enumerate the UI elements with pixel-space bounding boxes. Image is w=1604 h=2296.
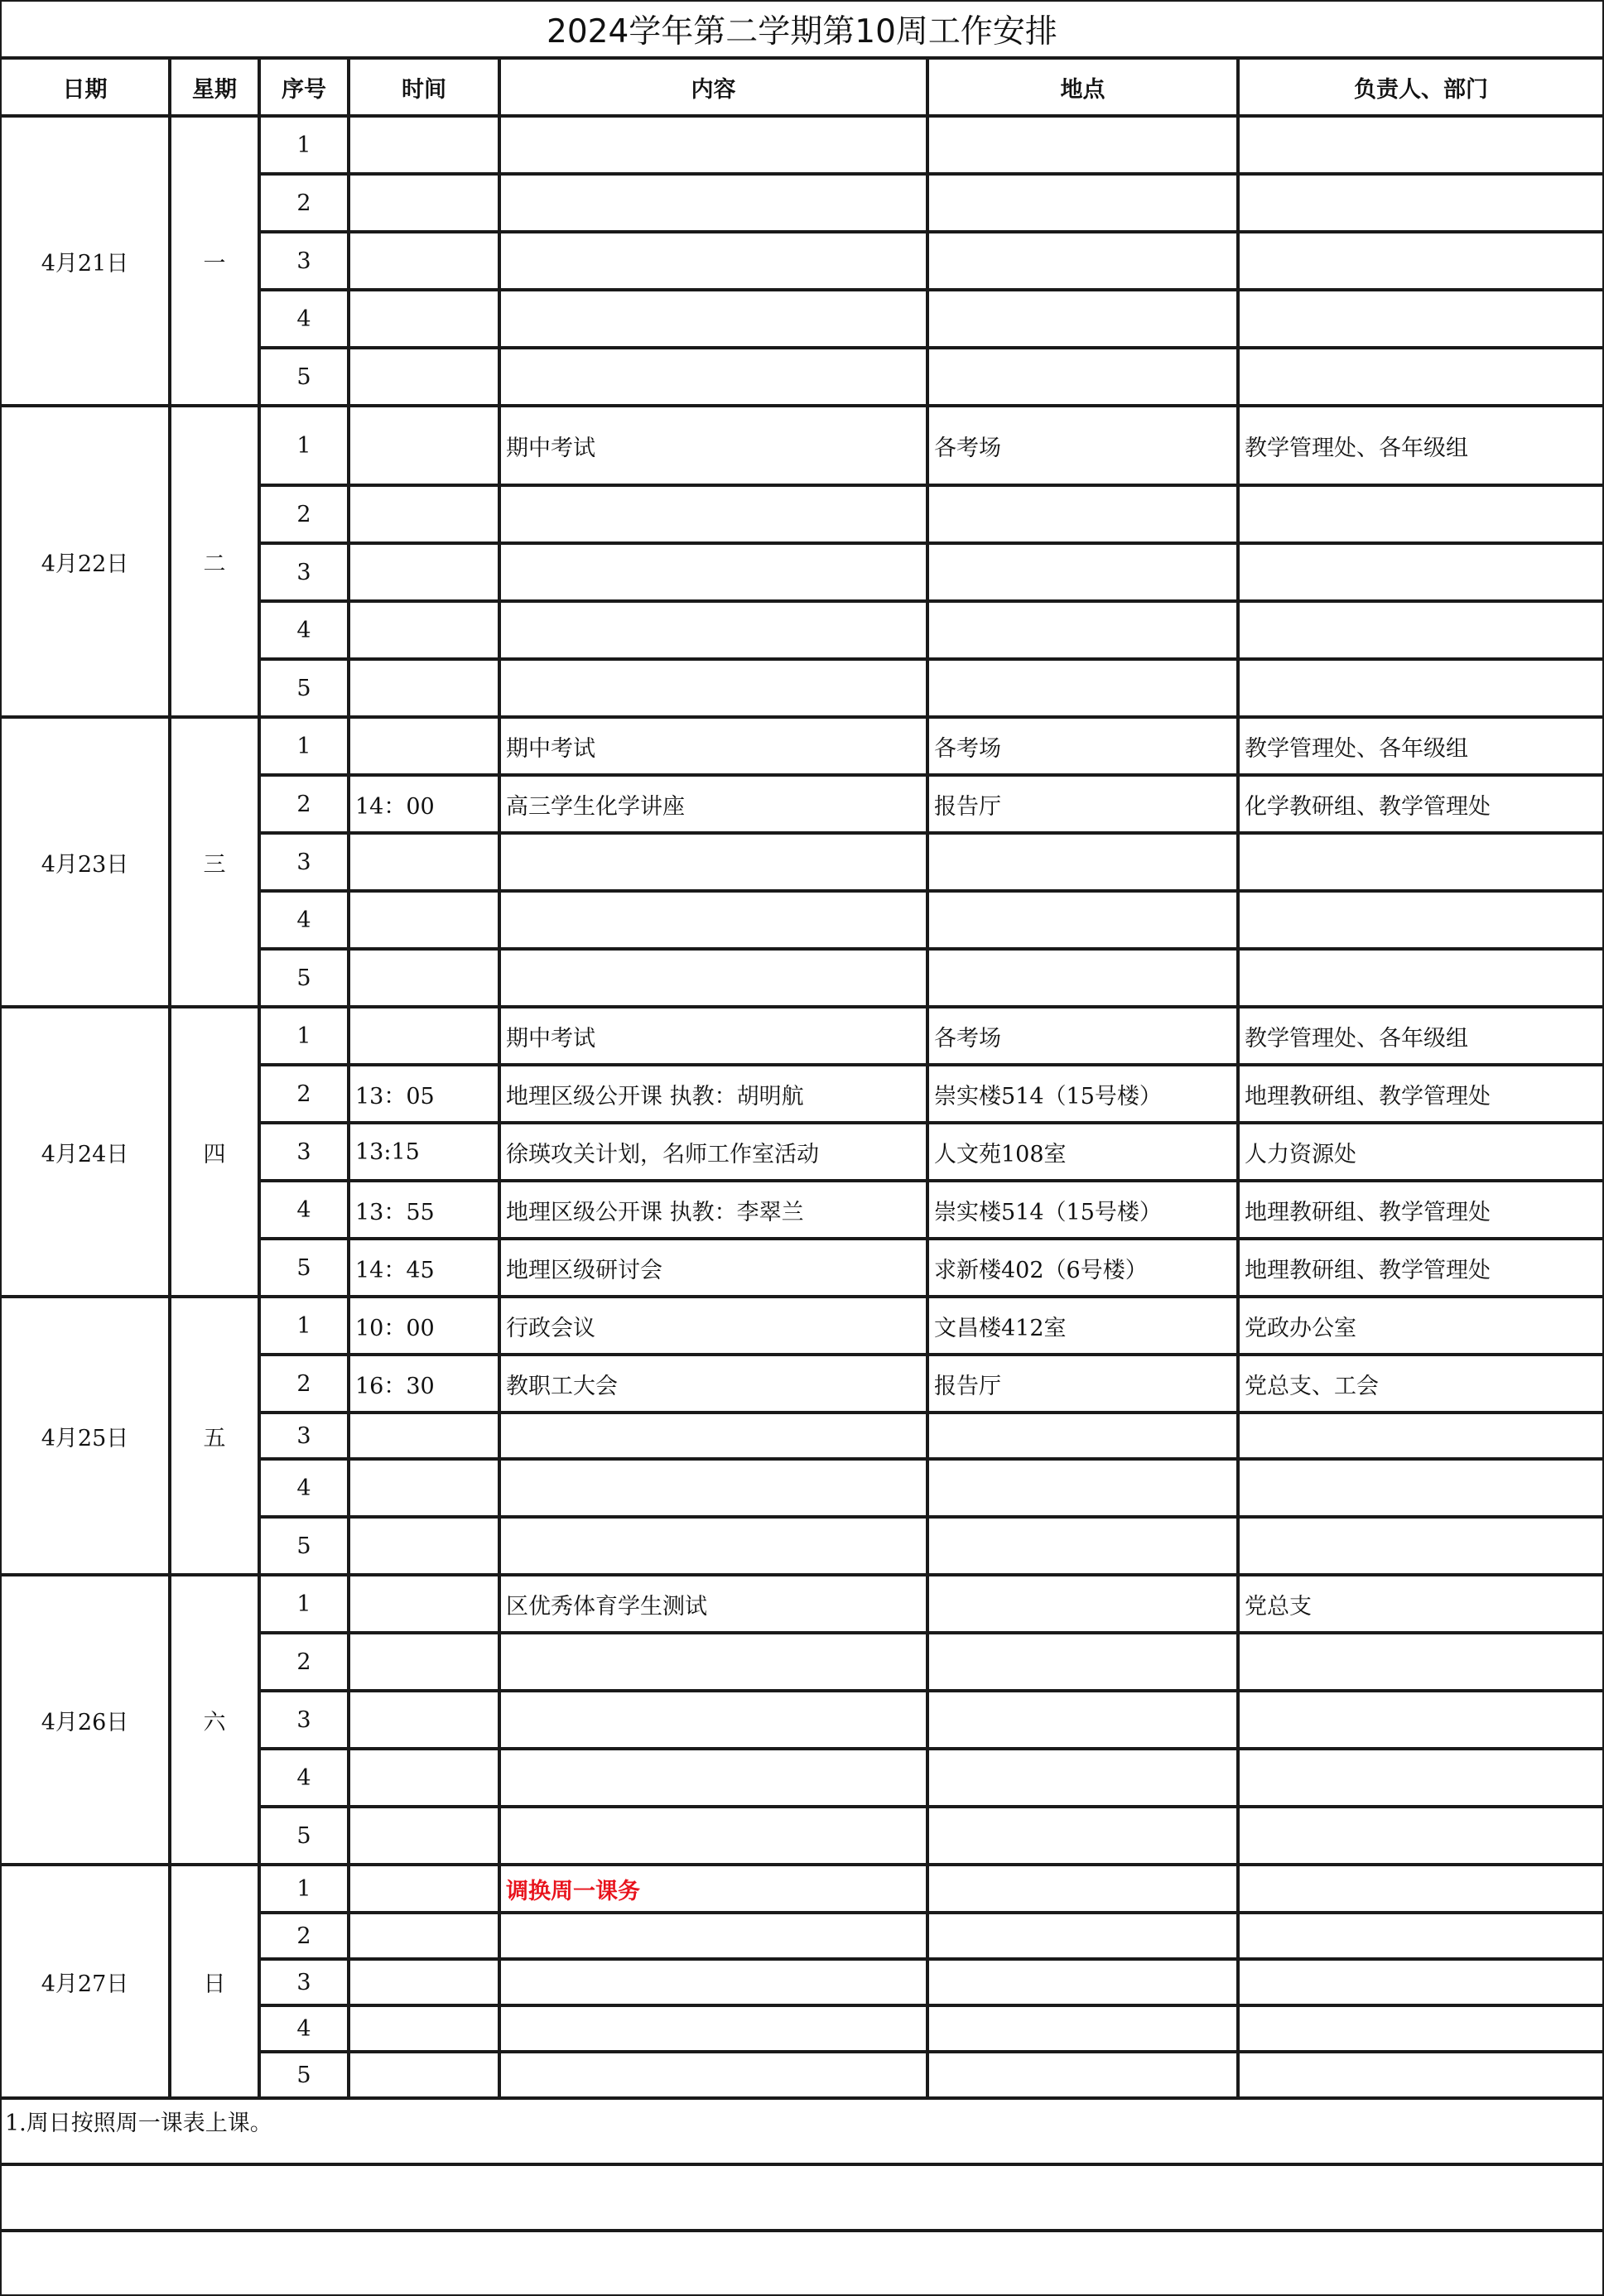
row-number-cell: 3 — [259, 1413, 349, 1459]
owner-cell[interactable] — [1238, 1865, 1604, 1913]
weekday-cell: 五 — [170, 1297, 259, 1575]
row-number-cell: 2 — [259, 485, 349, 543]
place-cell[interactable] — [927, 1807, 1238, 1865]
notes-row — [0, 2231, 1604, 2296]
row-number-cell: 5 — [259, 659, 349, 717]
time-cell[interactable] — [349, 891, 499, 949]
row-number-cell: 4 — [259, 891, 349, 949]
time-cell[interactable] — [349, 174, 499, 232]
content-cell[interactable] — [499, 348, 927, 406]
row-number-cell: 4 — [259, 2005, 349, 2052]
owner-cell[interactable] — [1238, 1749, 1604, 1807]
date-cell: 4月27日 — [0, 1865, 170, 2098]
place-cell[interactable] — [927, 1413, 1238, 1459]
row-number-cell: 5 — [259, 1807, 349, 1865]
date-cell: 4月23日 — [0, 717, 170, 1007]
time-cell[interactable]: 14：45 — [349, 1239, 499, 1297]
content-cell[interactable]: 区优秀体育学生测试 — [499, 1575, 927, 1633]
time-cell[interactable] — [349, 1459, 499, 1517]
date-cell: 4月25日 — [0, 1297, 170, 1575]
place-cell[interactable] — [927, 601, 1238, 659]
content-cell[interactable] — [499, 1517, 927, 1575]
owner-cell[interactable] — [1238, 485, 1604, 543]
content-cell[interactable] — [499, 485, 927, 543]
owner-cell[interactable]: 地理教研组、教学管理处 — [1238, 1065, 1604, 1123]
time-cell[interactable] — [349, 1913, 499, 1959]
content-cell[interactable]: 行政会议 — [499, 1297, 927, 1355]
row-number-cell: 5 — [259, 2052, 349, 2098]
content-cell[interactable] — [499, 891, 927, 949]
owner-cell[interactable] — [1238, 949, 1604, 1007]
owner-cell[interactable]: 化学教研组、教学管理处 — [1238, 775, 1604, 833]
content-cell[interactable] — [499, 2005, 927, 2052]
owner-cell[interactable]: 党总支 — [1238, 1575, 1604, 1633]
content-cell[interactable]: 教职工大会 — [499, 1355, 927, 1413]
header-owner: 负责人、部门 — [1238, 58, 1604, 116]
row-number-cell: 1 — [259, 1007, 349, 1065]
weekday-cell: 六 — [170, 1575, 259, 1865]
place-cell[interactable] — [927, 116, 1238, 174]
time-cell[interactable] — [349, 2052, 499, 2098]
row-number-cell: 4 — [259, 1181, 349, 1239]
owner-cell[interactable] — [1238, 543, 1604, 601]
time-cell[interactable]: 14：00 — [349, 775, 499, 833]
time-cell[interactable] — [349, 949, 499, 1007]
content-cell[interactable] — [499, 1959, 927, 2005]
row-number-cell: 5 — [259, 348, 349, 406]
time-cell[interactable] — [349, 1807, 499, 1865]
header-no: 序号 — [259, 58, 349, 116]
owner-cell[interactable]: 人力资源处 — [1238, 1123, 1604, 1181]
time-cell[interactable] — [349, 1633, 499, 1691]
weekday-cell: 四 — [170, 1007, 259, 1297]
place-cell[interactable]: 各考场 — [927, 406, 1238, 485]
owner-cell[interactable] — [1238, 232, 1604, 290]
owner-cell[interactable] — [1238, 659, 1604, 717]
place-cell[interactable] — [927, 2052, 1238, 2098]
time-cell[interactable] — [349, 232, 499, 290]
owner-cell[interactable]: 教学管理处、各年级组 — [1238, 1007, 1604, 1065]
content-cell[interactable]: 期中考试 — [499, 406, 927, 485]
owner-cell[interactable] — [1238, 116, 1604, 174]
time-cell[interactable] — [349, 406, 499, 485]
row-number-cell: 3 — [259, 1123, 349, 1181]
place-cell[interactable] — [927, 1459, 1238, 1517]
owner-cell[interactable] — [1238, 601, 1604, 659]
place-cell[interactable]: 崇实楼514（15号楼） — [927, 1065, 1238, 1123]
time-cell[interactable] — [349, 348, 499, 406]
owner-cell[interactable] — [1238, 1517, 1604, 1575]
header-time: 时间 — [349, 58, 499, 116]
time-cell[interactable] — [349, 717, 499, 775]
row-number-cell: 2 — [259, 174, 349, 232]
owner-cell[interactable] — [1238, 1807, 1604, 1865]
row-number-cell: 1 — [259, 116, 349, 174]
time-cell[interactable] — [349, 1575, 499, 1633]
content-cell[interactable]: 地理区级研讨会 — [499, 1239, 927, 1297]
place-cell[interactable] — [927, 2005, 1238, 2052]
owner-cell[interactable]: 教学管理处、各年级组 — [1238, 406, 1604, 485]
content-cell[interactable] — [499, 949, 927, 1007]
notes-row — [0, 2164, 1604, 2231]
content-cell[interactable] — [499, 543, 927, 601]
time-cell[interactable] — [349, 1413, 499, 1459]
time-cell[interactable] — [349, 543, 499, 601]
content-cell[interactable] — [499, 2052, 927, 2098]
content-cell[interactable] — [499, 290, 927, 348]
place-cell[interactable] — [927, 891, 1238, 949]
place-cell[interactable]: 求新楼402（6号楼） — [927, 1239, 1238, 1297]
place-cell[interactable] — [927, 1913, 1238, 1959]
owner-cell[interactable] — [1238, 833, 1604, 891]
row-number-cell: 4 — [259, 290, 349, 348]
place-cell[interactable] — [927, 659, 1238, 717]
time-cell[interactable] — [349, 1865, 499, 1913]
content-cell[interactable]: 高三学生化学讲座 — [499, 775, 927, 833]
owner-cell[interactable] — [1238, 1633, 1604, 1691]
row-number-cell: 1 — [259, 1865, 349, 1913]
time-cell[interactable] — [349, 601, 499, 659]
owner-cell[interactable] — [1238, 290, 1604, 348]
place-cell[interactable]: 人文苑108室 — [927, 1123, 1238, 1181]
owner-cell[interactable] — [1238, 174, 1604, 232]
row-number-cell: 5 — [259, 949, 349, 1007]
owner-cell[interactable] — [1238, 891, 1604, 949]
row-number-cell: 2 — [259, 1355, 349, 1413]
row-number-cell: 3 — [259, 833, 349, 891]
time-cell[interactable] — [349, 2005, 499, 2052]
time-cell[interactable] — [349, 485, 499, 543]
place-cell[interactable]: 各考场 — [927, 1007, 1238, 1065]
content-cell[interactable] — [499, 601, 927, 659]
page-title: 2024学年第二学期第10周工作安排 — [0, 0, 1604, 58]
row-number-cell: 2 — [259, 1065, 349, 1123]
time-cell[interactable]: 16：30 — [349, 1355, 499, 1413]
place-cell[interactable] — [927, 1575, 1238, 1633]
date-cell: 4月21日 — [0, 116, 170, 406]
weekday-cell: 日 — [170, 1865, 259, 2098]
row-number-cell: 3 — [259, 1959, 349, 2005]
row-number-cell: 2 — [259, 775, 349, 833]
owner-cell[interactable] — [1238, 2052, 1604, 2098]
content-cell[interactable]: 徐瑛攻关计划，名师工作室活动 — [499, 1123, 927, 1181]
date-cell: 4月26日 — [0, 1575, 170, 1865]
place-cell[interactable] — [927, 485, 1238, 543]
row-number-cell: 2 — [259, 1633, 349, 1691]
place-cell[interactable]: 报告厅 — [927, 1355, 1238, 1413]
owner-cell[interactable]: 党政办公室 — [1238, 1297, 1604, 1355]
row-number-cell: 4 — [259, 601, 349, 659]
place-cell[interactable] — [927, 232, 1238, 290]
owner-cell[interactable] — [1238, 1413, 1604, 1459]
time-cell[interactable] — [349, 833, 499, 891]
place-cell[interactable]: 崇实楼514（15号楼） — [927, 1181, 1238, 1239]
time-cell[interactable] — [349, 1517, 499, 1575]
time-cell[interactable] — [349, 116, 499, 174]
owner-cell[interactable]: 地理教研组、教学管理处 — [1238, 1239, 1604, 1297]
content-cell[interactable] — [499, 659, 927, 717]
row-number-cell: 3 — [259, 1691, 349, 1749]
owner-cell[interactable] — [1238, 348, 1604, 406]
owner-cell[interactable]: 地理教研组、教学管理处 — [1238, 1181, 1604, 1239]
content-cell[interactable] — [499, 232, 927, 290]
place-cell[interactable] — [927, 1517, 1238, 1575]
content-cell[interactable]: 调换周一课务 — [499, 1865, 927, 1913]
row-number-cell: 4 — [259, 1749, 349, 1807]
content-cell[interactable]: 期中考试 — [499, 1007, 927, 1065]
row-number-cell: 5 — [259, 1239, 349, 1297]
place-cell[interactable] — [927, 290, 1238, 348]
row-number-cell: 1 — [259, 1575, 349, 1633]
row-number-cell: 2 — [259, 1913, 349, 1959]
content-cell[interactable]: 期中考试 — [499, 717, 927, 775]
content-cell[interactable] — [499, 1633, 927, 1691]
content-cell[interactable] — [499, 174, 927, 232]
row-number-cell: 3 — [259, 232, 349, 290]
place-cell[interactable] — [927, 1633, 1238, 1691]
content-cell[interactable] — [499, 1691, 927, 1749]
place-cell[interactable] — [927, 543, 1238, 601]
time-cell[interactable] — [349, 1749, 499, 1807]
weekday-cell: 二 — [170, 406, 259, 717]
row-number-cell: 3 — [259, 543, 349, 601]
header-date: 日期 — [0, 58, 170, 116]
row-number-cell: 1 — [259, 406, 349, 485]
weekday-cell: 三 — [170, 717, 259, 1007]
row-number-cell: 5 — [259, 1517, 349, 1575]
content-cell[interactable] — [499, 1413, 927, 1459]
place-cell[interactable]: 报告厅 — [927, 775, 1238, 833]
place-cell[interactable]: 文昌楼412室 — [927, 1297, 1238, 1355]
place-cell[interactable] — [927, 949, 1238, 1007]
content-cell[interactable]: 地理区级公开课 执教：李翠兰 — [499, 1181, 927, 1239]
time-cell[interactable] — [349, 1959, 499, 2005]
place-cell[interactable] — [927, 1865, 1238, 1913]
content-cell[interactable]: 地理区级公开课 执教：胡明航 — [499, 1065, 927, 1123]
time-cell[interactable]: 13:15 — [349, 1123, 499, 1181]
content-cell[interactable] — [499, 833, 927, 891]
content-cell[interactable] — [499, 1807, 927, 1865]
place-cell[interactable] — [927, 174, 1238, 232]
owner-cell[interactable]: 教学管理处、各年级组 — [1238, 717, 1604, 775]
time-cell[interactable]: 13：55 — [349, 1181, 499, 1239]
place-cell[interactable] — [927, 348, 1238, 406]
time-cell[interactable]: 10：00 — [349, 1297, 499, 1355]
place-cell[interactable]: 各考场 — [927, 717, 1238, 775]
content-cell[interactable] — [499, 116, 927, 174]
header-place: 地点 — [927, 58, 1238, 116]
row-number-cell: 1 — [259, 1297, 349, 1355]
content-cell[interactable] — [499, 1459, 927, 1517]
weekday-cell: 一 — [170, 116, 259, 406]
owner-cell[interactable] — [1238, 1459, 1604, 1517]
place-cell[interactable] — [927, 1959, 1238, 2005]
date-cell: 4月24日 — [0, 1007, 170, 1297]
date-cell: 4月22日 — [0, 406, 170, 717]
time-cell[interactable]: 13：05 — [349, 1065, 499, 1123]
notes-row: 1.周日按照周一课表上课。 — [0, 2098, 1604, 2164]
owner-cell[interactable] — [1238, 1691, 1604, 1749]
header-weekday: 星期 — [170, 58, 259, 116]
place-cell[interactable] — [927, 1691, 1238, 1749]
place-cell[interactable] — [927, 833, 1238, 891]
time-cell[interactable] — [349, 1691, 499, 1749]
owner-cell[interactable] — [1238, 1959, 1604, 2005]
row-number-cell: 1 — [259, 717, 349, 775]
time-cell[interactable] — [349, 1007, 499, 1065]
content-cell[interactable] — [499, 1913, 927, 1959]
place-cell[interactable] — [927, 1749, 1238, 1807]
content-cell[interactable] — [499, 1749, 927, 1807]
owner-cell[interactable] — [1238, 1913, 1604, 1959]
time-cell[interactable] — [349, 659, 499, 717]
owner-cell[interactable] — [1238, 2005, 1604, 2052]
header-content: 内容 — [499, 58, 927, 116]
time-cell[interactable] — [349, 290, 499, 348]
owner-cell[interactable]: 党总支、工会 — [1238, 1355, 1604, 1413]
row-number-cell: 4 — [259, 1459, 349, 1517]
